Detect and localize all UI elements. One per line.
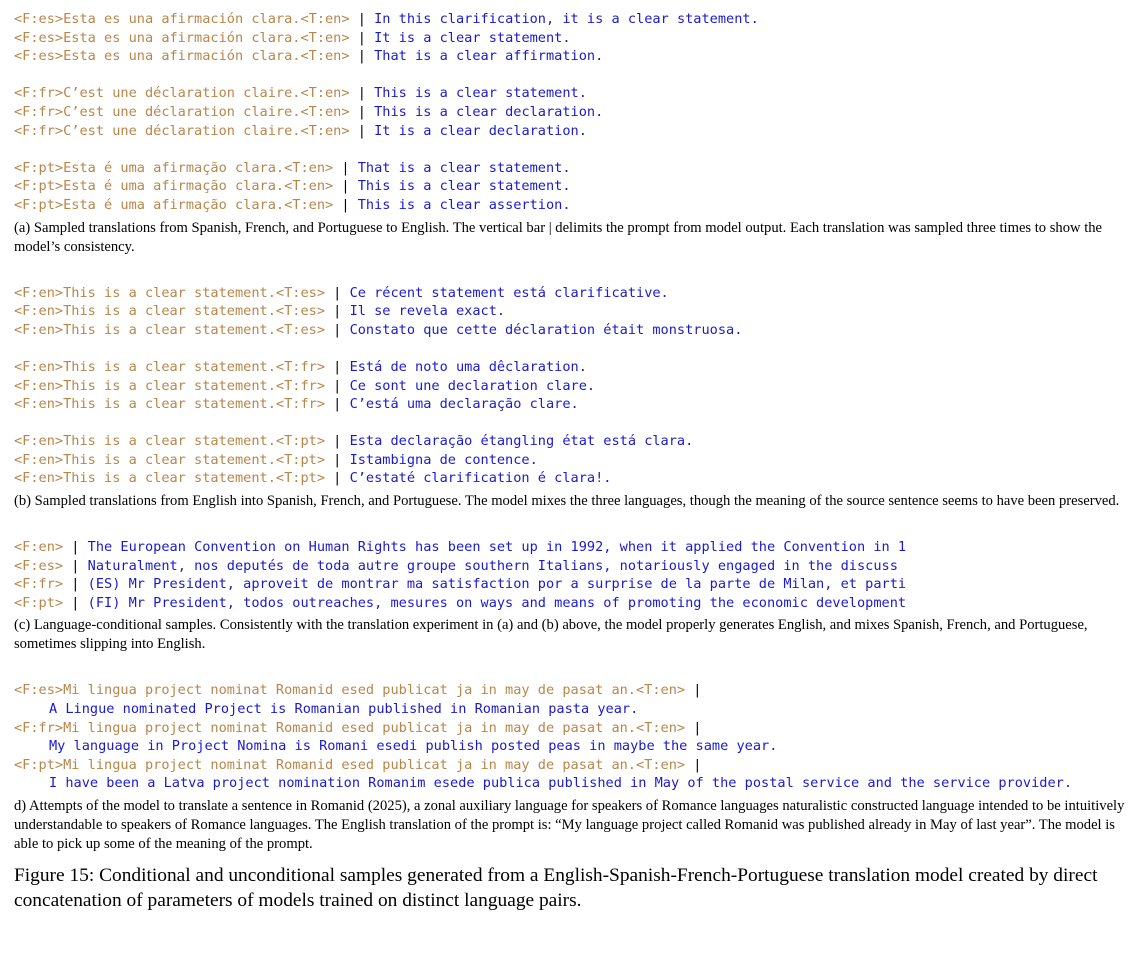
sample-prompt: <F:en>This is a clear statement.<T:pt> <box>14 470 325 487</box>
sample-output: Ce sont une declaration clare. <box>349 377 596 394</box>
sample-line <box>14 594 1132 613</box>
section-spacer <box>14 654 1132 681</box>
sample-line <box>14 29 1132 48</box>
separator-bar: | <box>333 159 358 176</box>
sample-output: (ES) Mr President, aproveit de montrar ma satisfaction por a surprise de la parte de Milan, et parti <box>87 576 907 593</box>
section-d-samples <box>14 681 1132 793</box>
section-spacer <box>14 257 1132 284</box>
sample-output: Constato que cette déclaration était monstruosa. <box>349 321 743 338</box>
separator-bar: | <box>325 433 350 450</box>
sample-line <box>14 196 1132 215</box>
sample-output-line <box>14 737 1132 756</box>
sample-line <box>14 557 1132 576</box>
sample-line <box>14 122 1132 141</box>
sample-line <box>14 395 1132 414</box>
separator-bar: | <box>349 48 375 65</box>
sample-prompt: <F:en>This is a clear statement.<T:fr> <box>14 396 325 413</box>
sample-prompt: <F:en> <box>14 539 64 556</box>
sample-line <box>14 756 1132 775</box>
separator-bar: | <box>325 284 350 301</box>
section-b-samples <box>14 284 1132 489</box>
group-spacer <box>14 414 1132 433</box>
sample-prompt: <F:es> <box>14 557 64 574</box>
sample-line <box>14 321 1132 340</box>
separator-bar: | <box>325 396 350 413</box>
sample-line <box>14 302 1132 321</box>
sample-output: This is a clear declaration. <box>374 103 604 120</box>
sample-prompt: <F:pt>Esta é uma afirmação clara.<T:en> <box>14 196 334 213</box>
separator-bar: | <box>325 377 350 394</box>
sample-output: It is a clear statement. <box>374 29 571 46</box>
section-c-samples <box>14 538 1132 612</box>
subcaption-c: (c) Language-conditional samples. Consistently with the translation experiment in (a) and (b) above, the model properly generates English, and mixes Spanish, French, and Portuguese, sometimes slipping into English. <box>14 617 1088 653</box>
separator-bar: | <box>333 196 358 213</box>
sample-output: Istambigna de contence. <box>349 451 538 468</box>
separator-bar: | <box>325 303 350 320</box>
sample-prompt: <F:fr>C’est une déclaration claire.<T:en> <box>14 85 350 102</box>
sample-output: The European Convention on Human Rights has been set up in 1992, when it applied the Convention in 1 <box>87 539 907 556</box>
sample-line <box>14 284 1132 303</box>
figure-page <box>14 10 1132 913</box>
sample-output: Ce récent statement está clarificative. <box>349 284 669 301</box>
sample-prompt: <F:pt> <box>14 594 64 611</box>
sample-output: That is a clear statement. <box>357 159 571 176</box>
sample-prompt: <F:pt>Esta é uma afirmação clara.<T:en> <box>14 159 334 176</box>
sample-line <box>14 377 1132 396</box>
sample-prompt: <F:es>Esta es una afirmación clara.<T:en> <box>14 48 350 65</box>
separator-bar: | <box>325 358 350 375</box>
sample-line <box>14 719 1132 738</box>
sample-prompt: <F:en>This is a clear statement.<T:fr> <box>14 377 325 394</box>
separator-bar: | <box>685 756 702 773</box>
separator-bar: | <box>63 594 88 611</box>
sample-prompt: <F:en>This is a clear statement.<T:es> <box>14 284 325 301</box>
separator-bar: | <box>325 451 350 468</box>
sample-output: A Lingue nominated Project is Romanian published in Romanian pasta year. <box>49 701 639 718</box>
separator-bar: | <box>333 178 358 195</box>
separator-bar: | <box>63 539 88 556</box>
group-spacer <box>14 140 1132 159</box>
sample-output: That is a clear affirmation. <box>374 48 604 65</box>
sample-output: In this clarification, it is a clear statement. <box>374 11 759 27</box>
sample-line <box>14 358 1132 377</box>
sample-output: This is a clear statement. <box>357 178 571 195</box>
sample-prompt: <F:en>This is a clear statement.<T:es> <box>14 303 325 320</box>
sample-line <box>14 47 1132 66</box>
sample-output: C’está uma declaração clare. <box>349 396 579 413</box>
sample-prompt: <F:fr> <box>14 576 64 593</box>
sample-output-line <box>14 700 1132 719</box>
sample-line <box>14 84 1132 103</box>
sample-prompt: <F:en>This is a clear statement.<T:fr> <box>14 358 325 375</box>
sample-output-line <box>14 774 1132 793</box>
sample-prompt: <F:fr>C’est une déclaration claire.<T:en> <box>14 122 350 139</box>
separator-bar: | <box>325 321 350 338</box>
group-spacer <box>14 339 1132 358</box>
separator-bar: | <box>349 85 375 102</box>
separator-bar: | <box>63 557 88 574</box>
separator-bar: | <box>685 682 702 699</box>
sample-prompt: <F:pt>Esta é uma afirmação clara.<T:en> <box>14 178 334 195</box>
sample-prompt: <F:en>This is a clear statement.<T:pt> <box>14 451 325 468</box>
sample-output: C’estaté clarification é clara!. <box>349 470 612 487</box>
group-spacer <box>14 66 1132 85</box>
sample-output: I have been a Latva project nomination Romanim esede publica published in May of the postal service and the service provider. <box>49 775 1073 792</box>
sample-output: My language in Project Nomina is Romani esedi publish posted peas in maybe the same year. <box>49 738 778 755</box>
figure-caption: Figure 15: Conditional and unconditional samples generated from a English-Spanish-French-Portuguese translation model created by direct concatenation of parameters of models trained on distinct language pairs. <box>14 865 1098 911</box>
sample-line <box>14 177 1132 196</box>
sample-line <box>14 451 1132 470</box>
separator-bar: | <box>63 576 88 593</box>
sample-output: (FI) Mr President, todos outreaches, mesures on ways and means of promoting the economic development <box>87 594 907 611</box>
sample-prompt: <F:fr>C’est une déclaration claire.<T:en> <box>14 103 350 120</box>
sample-output: Está de noto uma dêclaration. <box>349 358 587 375</box>
separator-bar: | <box>349 29 375 46</box>
sample-line <box>14 159 1132 178</box>
sample-prompt: <F:es>Esta es una afirmación clara.<T:en> <box>14 11 350 27</box>
subcaption-a: (a) Sampled translations from Spanish, French, and Portuguese to English. The vertical bar | delimits the prompt from model output. Each translation was sampled three times to show the model’s consistency. <box>14 219 1103 255</box>
sample-line <box>14 103 1132 122</box>
sample-output: Naturalment, nos deputés de toda autre groupe southern Italians, notariously engaged in the discuss <box>87 557 898 574</box>
separator-bar: | <box>685 719 702 736</box>
sample-output: Il se revela exact. <box>349 303 506 320</box>
sample-line <box>14 681 1132 700</box>
separator-bar: | <box>349 11 375 27</box>
sample-line <box>14 10 1132 29</box>
section-spacer <box>14 511 1132 538</box>
separator-bar: | <box>349 122 375 139</box>
separator-bar: | <box>325 470 350 487</box>
sample-output: This is a clear statement. <box>374 85 587 102</box>
subcaption-b: (b) Sampled translations from English into Spanish, French, and Portuguese. The model mixes the three languages, though the meaning of the source sentence seems to have been preserved. <box>14 493 1120 510</box>
separator-bar: | <box>349 103 375 120</box>
sample-prompt: <F:pt>Mi lingua project nominat Romanid esed publicat ja in may de pasat an.<T:en> <box>14 756 686 773</box>
sample-prompt: <F:es>Mi lingua project nominat Romanid esed publicat ja in may de pasat an.<T:en> <box>14 682 686 699</box>
sample-output: This is a clear assertion. <box>357 196 571 213</box>
sample-output: It is a clear declaration. <box>374 122 587 139</box>
sample-line <box>14 575 1132 594</box>
sample-line <box>14 432 1132 451</box>
sample-prompt: <F:es>Esta es una afirmación clara.<T:en> <box>14 29 350 46</box>
sample-line <box>14 469 1132 488</box>
sample-prompt: <F:en>This is a clear statement.<T:es> <box>14 321 325 338</box>
sample-prompt: <F:fr>Mi lingua project nominat Romanid esed publicat ja in may de pasat an.<T:en> <box>14 719 686 736</box>
sample-output: Esta declaração étangling état está clara. <box>349 433 694 450</box>
sample-prompt: <F:en>This is a clear statement.<T:pt> <box>14 433 325 450</box>
subcaption-d: d) Attempts of the model to translate a sentence in Romanid (2025), a zonal auxiliary language for speakers of Romance languages naturalistic constructed language intended to be intuitively understandable to speakers of Romance languages. The English translation of the prompt is: “My language project called Romanid was published already in May of last year”. The model is able to pick up some of the meaning of the prompt. <box>14 798 1125 852</box>
section-a-samples <box>14 10 1132 215</box>
sample-line <box>14 538 1132 557</box>
